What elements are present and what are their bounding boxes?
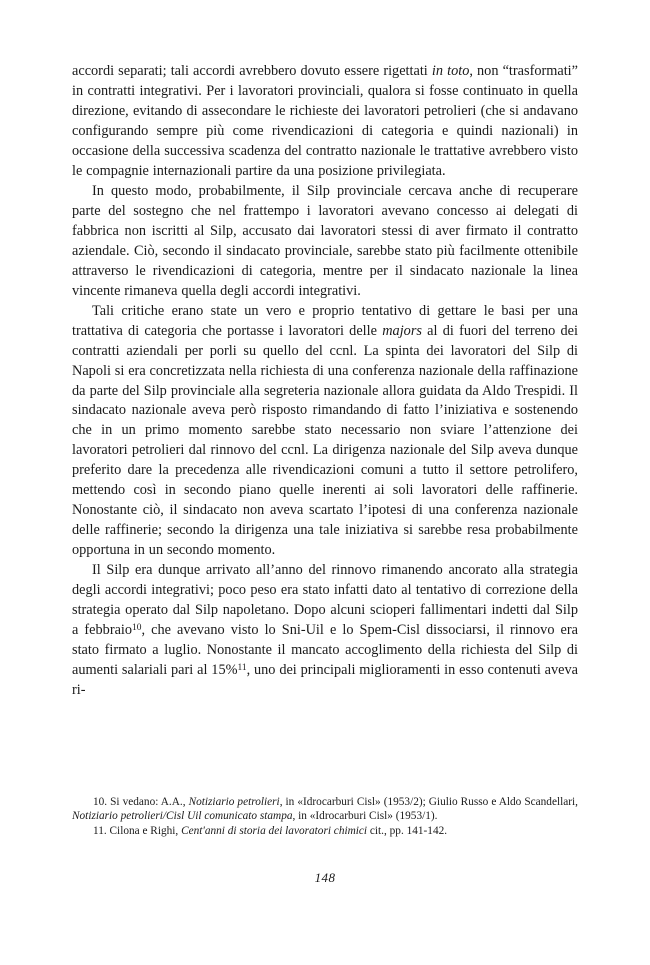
footnote-reference[interactable]: 10: [132, 623, 142, 634]
italic-text: Notiziario petrolieri/Cisl Uil comunicato stampa: [72, 810, 293, 823]
italic-text: Cent'anni di storia dei lavoratori chimici: [181, 824, 368, 837]
italic-text: Notiziario petrolieri: [188, 796, 280, 808]
footnote-entry: 10. Si vedano: A.A., Notiziario petrolieri, in «Idrocarburi Cisl» (1953/2); Giulio Russo e Aldo Scandellari, Notiziario petrolieri/Cisl Uil comunicato stampa, in «Idrocarburi Cisl» (1953/1).: [72, 796, 578, 823]
page-number: 148: [314, 870, 336, 885]
body-paragraph: Tali critiche erano state un vero e proprio tentativo di gettare le basi per una trattativa di categoria che portasse i lavoratori delle majors al di fuori del terreno dei contratti aziendali per porli su quello del ccnl. La spinta dei lavoratori del Silp di Napoli si era concretizzata nella richiesta di una conferenza nazionale della raffinazione da parte del Silp provinciale alla segreteria nazionale allora guidata da Aldo Trespidi. Il sindacato nazionale aveva però risposto rimandando di fatto l’iniziativa e sostenendo che in un primo momento sarebbe stato necessario non sviare l’attenzione dei lavoratori petrolieri dal rinnovo del ccnl. La dirigenza nazionale del Silp aveva dunque preferito dare la precedenza alle rivendicazioni comuni a tutto il settore petrolifero, mettendo così in secondo piano quelle inerenti ai soli lavoratori delle raffinerie. Nonostante ciò, il sindacato non aveva scartato l’ipotesi di una conferenza nazionale delle raffinerie; secondo la dirigenza una tale iniziativa si sarebbe resa probabilmente opportuna in un secondo momento.: [72, 302, 579, 559]
italic-text: majors: [382, 322, 422, 339]
footnote-reference[interactable]: 11: [237, 663, 247, 674]
body-text-column: [72, 62, 578, 701]
body-paragraph: In questo modo, probabilmente, il Silp provinciale cercava anche di recuperare parte del sostegno che nel frattempo i lavoratori avevano concesso ai delegati di fabbrica non iscritti al Silp, accusato dai lavoratori stessi di aver firmato il contratto aziendale. Ciò, secondo il sindacato provinciale, sarebbe stato più facilmente ottenibile attraverso le rivendicazioni di categoria, mentre per il sindacato nazionale la linea vincente rimaneva quella degli accordi integrativi.: [72, 182, 578, 299]
footnotes-section: [72, 795, 578, 838]
body-paragraph: accordi separati; tali accordi avrebbero dovuto essere rigettati in toto, non “trasformati” in contratti integrativi. Per i lavoratori provinciali, qualora si fosse continuato in quella direzione, evitando di assecondare le richieste dei lavoratori petrolieri (che si andavano configurando sempre più come rivendicazioni di categoria e quindi nazionali) in occasione della successiva scadenza del contratto nazionale le trattative avrebbero visto le compagnie internazionali partire da una posizione privilegiata.: [72, 63, 578, 179]
italic-text: in toto: [431, 63, 470, 79]
body-paragraph: Il Silp era dunque arrivato all’anno del rinnovo rimanendo ancorato alla strategia degli accordi integrativi; poco peso era stato infatti dato al tentativo di correzione della strategia operato dal Silp napoletano. Dopo alcuni scioperi fallimentari indetti dal Silp a febbraio$^{10}$, che avevano visto lo Sni-Uil e lo Spem-Cisl dissociarsi, il rinnovo era stato firmato a luglio. Nonostante il mancato accoglimento della richiesta del Silp di aumenti salariali pari al 15%$^{11}$, uno dei principali miglioramenti in esso contenuti aveva ri-: [72, 562, 579, 699]
footnote-entry: 11. Cilona e Righi, Cent'anni di storia dei lavoratori chimici cit., pp. 141-142.: [93, 824, 448, 837]
